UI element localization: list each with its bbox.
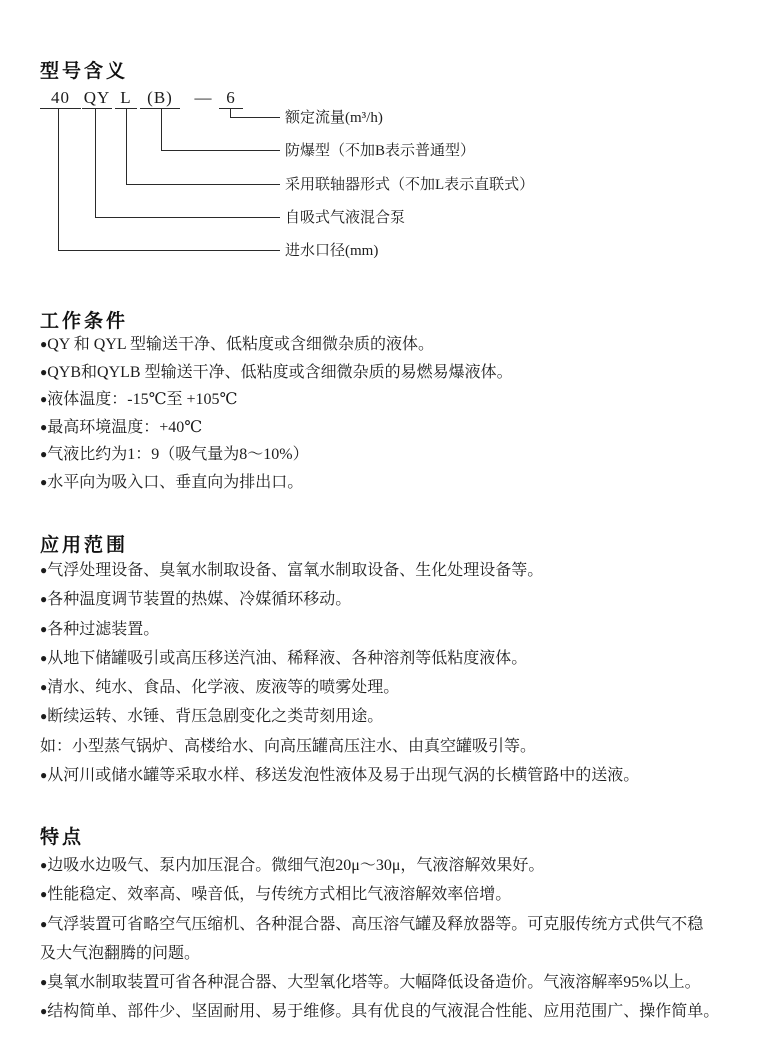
connector-vline-type bbox=[95, 108, 96, 218]
bullet-item-text: 从地下储罐吸引或高压移送汽油、稀释液、各种溶剂等低粘度液体。 bbox=[47, 649, 528, 667]
bullet-item-text: 臭氧水制取装置可省各种混合器、大型氧化塔等。大幅降低设备造价。气液溶解率95%以上。 bbox=[47, 974, 701, 992]
features-list bbox=[40, 851, 768, 1027]
model-code-segment-explosionproof: (B) bbox=[140, 88, 180, 109]
bullet-icon: ● bbox=[40, 364, 48, 379]
connector-hline-coupling bbox=[126, 184, 280, 185]
bullet-icon: ● bbox=[40, 592, 48, 607]
bullet-item-continuation bbox=[40, 939, 768, 968]
bullet-item bbox=[40, 359, 768, 387]
bullet-item-text: 各种过滤装置。 bbox=[47, 620, 160, 638]
bullet-icon: ● bbox=[40, 419, 48, 434]
connector-hline-explosionproof bbox=[161, 150, 280, 151]
bullet-item bbox=[40, 414, 768, 442]
bullet-item bbox=[40, 997, 768, 1026]
bullet-item bbox=[40, 910, 768, 939]
bullet-item bbox=[40, 615, 768, 644]
bullet-icon: ● bbox=[40, 563, 48, 577]
connector-hline-flow bbox=[230, 117, 280, 118]
connector-vline-inlet bbox=[58, 108, 59, 251]
bullet-item bbox=[40, 761, 768, 790]
section-heading-model-meaning: 型号含义 bbox=[40, 61, 129, 82]
application-range-list bbox=[40, 556, 768, 790]
bullet-icon: ● bbox=[40, 975, 48, 990]
bullet-icon: ● bbox=[40, 1004, 48, 1019]
bullet-icon: ● bbox=[40, 858, 48, 872]
bullet-item bbox=[40, 968, 768, 997]
bullet-item-text: QY 和 QYL 型输送干净、低粘度或含细微杂质的液体。 bbox=[47, 336, 435, 353]
section-heading-features: 特点 bbox=[40, 827, 85, 848]
bullet-item bbox=[40, 673, 768, 702]
bullet-item-text: 结构简单、部件少、坚固耐用、易于维修。具有优良的气液混合性能、应用范围广、操作简单。 bbox=[47, 1003, 720, 1021]
bullet-icon: ● bbox=[40, 337, 48, 351]
model-code-dash: — bbox=[194, 88, 212, 107]
diagram-label-rated-flow: 额定流量(m³/h) bbox=[285, 110, 383, 126]
bullet-item-text: 断续运转、水锤、背压急剧变化之类苛刻用途。 bbox=[47, 708, 384, 726]
diagram-label-coupling: 采用联轴器形式（不加L表示直联式） bbox=[285, 177, 535, 193]
model-code-segment-coupling: L bbox=[115, 88, 137, 109]
bullet-icon: ● bbox=[40, 474, 48, 489]
bullet-icon: ● bbox=[40, 680, 48, 695]
bullet-item-text: 气浮装置可省略空气压缩机、各种混合器、高压溶气罐及释放器等。可克服传统方式供气不稳 bbox=[47, 915, 704, 933]
bullet-item bbox=[40, 441, 768, 469]
bullet-item bbox=[40, 702, 768, 731]
connector-vline-explosionproof bbox=[161, 108, 162, 151]
diagram-label-inlet-diameter: 进水口径(mm) bbox=[285, 243, 379, 259]
working-conditions-list bbox=[40, 331, 768, 496]
connector-hline-type bbox=[95, 217, 280, 218]
bullet-item-text: QYB和QYLB 型输送干净、低粘度或含细微杂质的易燃易爆液体。 bbox=[47, 363, 513, 381]
bullet-item-text: 及大气泡翻腾的问题。 bbox=[40, 944, 201, 962]
bullet-item bbox=[40, 386, 768, 414]
section-heading-application-range: 应用范围 bbox=[40, 535, 129, 556]
diagram-label-pump-type: 自吸式气液混合泵 bbox=[285, 210, 406, 226]
bullet-item-text: 水平向为吸入口、垂直向为排出口。 bbox=[47, 473, 304, 491]
bullet-icon: ● bbox=[40, 916, 48, 931]
bullet-item-text: 边吸水边吸气、泵内加压混合。微细气泡20μ～30μ，气液溶解效果好。 bbox=[47, 857, 545, 874]
bullet-item-text: 气液比约为1：9（吸气量为8～10%） bbox=[47, 446, 309, 463]
bullet-item bbox=[40, 851, 768, 880]
bullet-item-text: 性能稳定、效率高、噪音低，与传统方式相比气液溶解效率倍增。 bbox=[47, 886, 512, 904]
example-line bbox=[40, 732, 768, 761]
bullet-item-text: 最高环境温度：+40℃ bbox=[47, 418, 203, 436]
bullet-item bbox=[40, 556, 768, 585]
model-code-segment-flow: 6 bbox=[219, 88, 243, 109]
bullet-item-text: 气浮处理设备、臭氧水制取设备、富氧水制取设备、生化处理设备等。 bbox=[47, 562, 544, 579]
bullet-item-text: 液体温度：-15℃至 +105℃ bbox=[47, 391, 238, 408]
bullet-icon: ● bbox=[40, 709, 48, 724]
bullet-item-text: 如：小型蒸气锅炉、高楼给水、向高压罐高压注水、由真空罐吸引等。 bbox=[40, 737, 537, 755]
bullet-item bbox=[40, 469, 768, 497]
bullet-item bbox=[40, 585, 768, 614]
connector-vline-coupling bbox=[126, 108, 127, 185]
model-code-segment-inlet: 40 bbox=[40, 88, 81, 109]
bullet-icon: ● bbox=[40, 650, 48, 665]
connector-hline-inlet bbox=[58, 250, 280, 251]
section-heading-working-conditions: 工作条件 bbox=[40, 311, 129, 332]
diagram-label-explosionproof: 防爆型（不加B表示普通型） bbox=[285, 143, 476, 159]
bullet-item bbox=[40, 331, 768, 359]
bullet-item-text: 各种温度调节装置的热媒、冷媒循环移动。 bbox=[47, 591, 352, 609]
bullet-item-text: 清水、纯水、食品、化学液、废液等的喷雾处理。 bbox=[47, 679, 400, 697]
bullet-icon: ● bbox=[40, 621, 48, 636]
bullet-icon: ● bbox=[40, 447, 48, 461]
bullet-item bbox=[40, 880, 768, 909]
bullet-item bbox=[40, 644, 768, 673]
bullet-icon: ● bbox=[40, 392, 48, 406]
bullet-icon: ● bbox=[40, 768, 48, 783]
bullet-icon: ● bbox=[40, 887, 48, 902]
model-code-segment-type: QY bbox=[83, 88, 111, 107]
bullet-item-text: 从河川或储水罐等采取水样、移送发泡性液体及易于出现气涡的长横管路中的送液。 bbox=[47, 767, 640, 785]
